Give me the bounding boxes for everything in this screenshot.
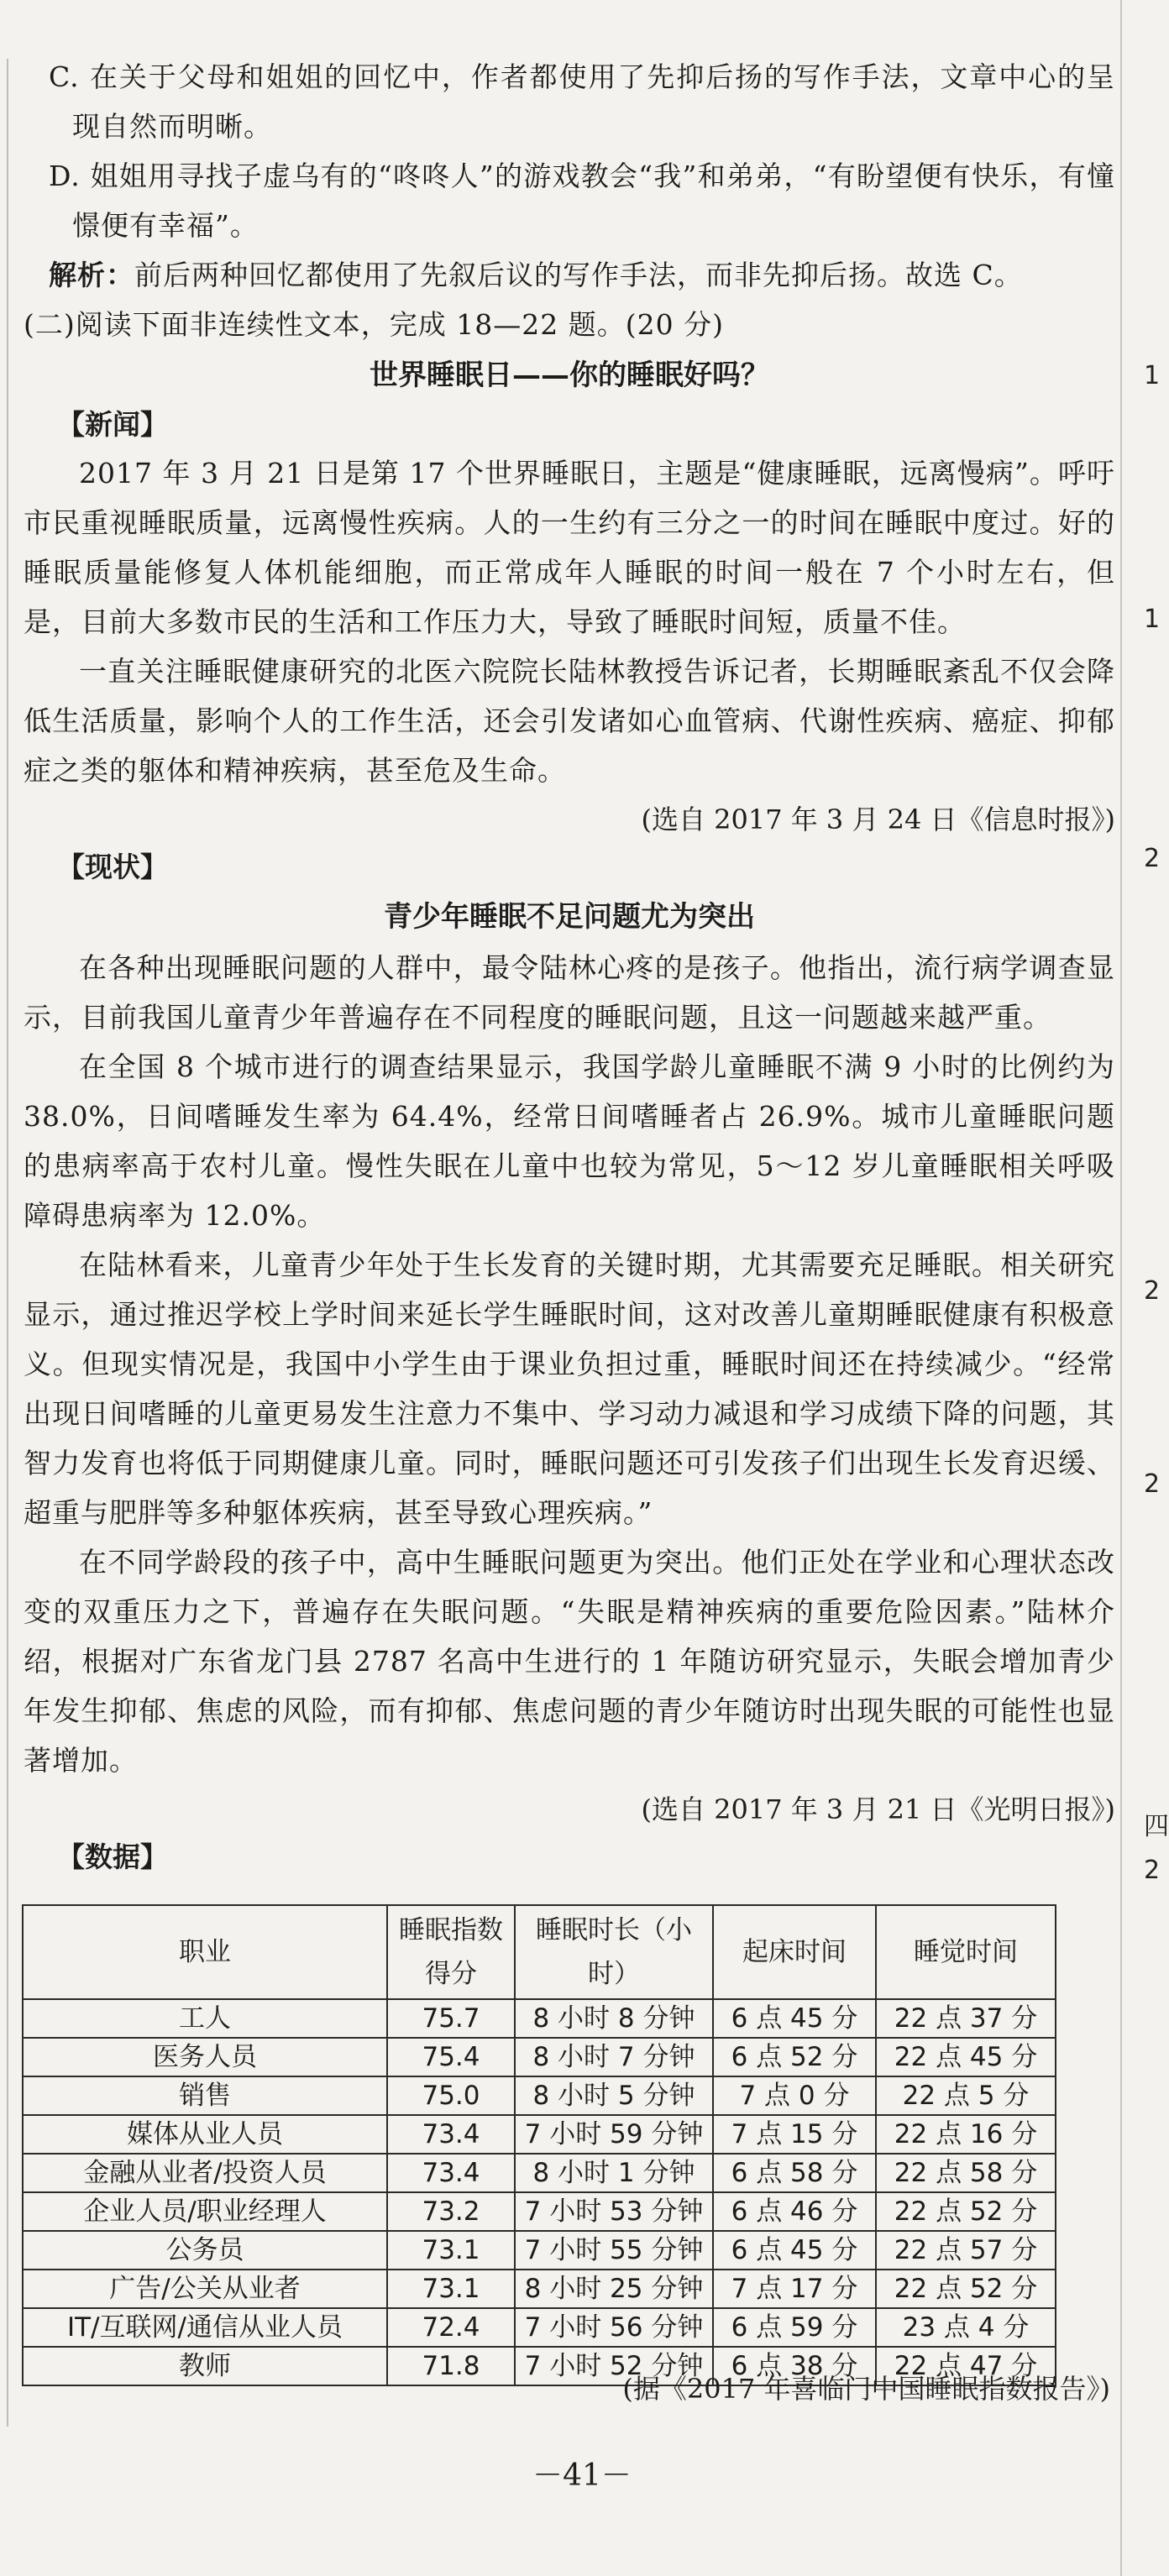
table-row — [23, 2308, 1056, 2347]
article-title: 世界睡眠日——你的睡眠好吗？ — [370, 359, 769, 392]
table-cell: 8 小时 25 分钟 — [515, 2270, 713, 2308]
status-paragraph-4: 在不同学龄段的孩子中，高中生睡眠问题更为突出。他们正处在学业和心理状态改变的双重压力之下，普遍存在失眠问题。“失眠是精神疾病的重要危险因素。”陆林介绍，根据对广东省龙门县 2787 名高中生进行的 1 年随访研究显示，失眠会增加青少年发生抑郁、焦虑的风险，而有抑郁、焦虑问题的青少年随访时出现失眠的可能性也显著增加。 — [24, 1546, 1115, 1777]
table-cell: 8 小时 5 分钟 — [515, 2076, 713, 2115]
table-row — [23, 2231, 1056, 2270]
table-cell: 73.1 — [387, 2231, 515, 2270]
table-cell: 22 点 37 分 — [876, 1999, 1056, 2038]
table-cell: 22 点 58 分 — [876, 2154, 1056, 2192]
table-header-row — [23, 1905, 1056, 1999]
table-cell: 销售 — [23, 2076, 387, 2115]
table-cell: 22 点 52 分 — [876, 2270, 1056, 2308]
column-header: 睡眠指数得分 — [387, 1905, 515, 1999]
table-cell: 73.1 — [387, 2270, 515, 2308]
column-header: 睡眠时长（小时） — [515, 1905, 713, 1999]
table-cell: 公务员 — [23, 2231, 387, 2270]
table-row — [23, 2270, 1056, 2308]
news-source: (选自 2017 年 3 月 24 日《信息时报》) — [641, 804, 1115, 835]
table-cell: 22 点 47 分 — [876, 2347, 1056, 2385]
table-cell: 23 点 4 分 — [876, 2308, 1056, 2347]
table-cell: 7 点 17 分 — [713, 2270, 876, 2308]
margin-mark: 四 — [1144, 1812, 1169, 1841]
table-cell: 71.8 — [387, 2347, 515, 2385]
table-cell: 广告/公关从业者 — [23, 2270, 387, 2308]
section-heading: (二)阅读下面非连续性文本，完成 18—22 题。(20 分) — [24, 308, 724, 341]
news-paragraph-2: 一直关注睡眠健康研究的北医六院院长陆林教授告诉记者，长期睡眠紊乱不仅会降低生活质量，影响个人的工作生活，还会引发诸如心血管病、代谢性疾病、癌症、抑郁症之类的躯体和精神疾病，甚至危及生命。 — [24, 655, 1115, 787]
margin-mark: 2 — [1144, 844, 1161, 873]
option-d: D. 姐姐用寻找子虚乌有的“咚咚人”的游戏教会“我”和弟弟，“有盼望便有快乐，有憧憬便有幸福”。 — [49, 160, 1115, 242]
status-source: (选自 2017 年 3 月 21 日《光明日报》) — [641, 1793, 1115, 1825]
margin-mark: 2 — [1144, 1856, 1161, 1885]
margin-mark: 1 — [1144, 605, 1161, 634]
table-cell: 22 点 45 分 — [876, 2038, 1056, 2076]
table-cell: 75.7 — [387, 1999, 515, 2038]
table-row — [23, 2192, 1056, 2231]
table-row — [23, 2115, 1056, 2154]
table-cell: 22 点 57 分 — [876, 2231, 1056, 2270]
status-paragraph-3: 在陆林看来，儿童青少年处于生长发育的关键时期，尤其需要充足睡眠。相关研究显示，通过推迟学校上学时间来延长学生睡眠时间，这对改善儿童期睡眠健康有积极意义。但现实情况是，我国中小学生由于课业负担过重，睡眠时间还在持续减少。“经常出现日间嗜睡的儿童更易发生注意力不集中、学习动力减退和学习成绩下降的问题，其智力发育也将低于同期健康儿童。同时，睡眠问题还可引发孩子们出现生长发育迟缓、超重与肥胖等多种躯体疾病，甚至导致心理疾病。” — [24, 1249, 1115, 1529]
table-cell: 7 小时 59 分钟 — [515, 2115, 713, 2154]
analysis — [24, 250, 1115, 300]
table-cell: 7 点 0 分 — [713, 2076, 876, 2115]
table-cell: 6 点 58 分 — [713, 2154, 876, 2192]
margin-mark: 2 — [1144, 1276, 1161, 1306]
status-title: 青少年睡眠不足问题尤为突出 — [384, 900, 755, 934]
table-cell: 医务人员 — [23, 2038, 387, 2076]
table-row — [23, 2076, 1056, 2115]
option-c: C. 在关于父母和姐姐的回忆中，作者都使用了先抑后扬的写作手法，文章中心的呈现自然而明晰。 — [49, 60, 1115, 143]
main-content — [24, 52, 1115, 1881]
table-row — [23, 2154, 1056, 2192]
table-source: (据《2017 年喜临门中国睡眠指数报告》) — [622, 2373, 1110, 2405]
column-header: 职业 — [23, 1905, 387, 1999]
table-cell: 75.0 — [387, 2076, 515, 2115]
margin-mark: 2 — [1144, 1469, 1161, 1499]
table-cell: 6 点 38 分 — [713, 2347, 876, 2385]
table-cell: 75.4 — [387, 2038, 515, 2076]
news-paragraph-1: 2017 年 3 月 21 日是第 17 个世界睡眠日，主题是“健康睡眠，远离慢病”。呼吁市民重视睡眠质量，远离慢性疾病。人的一生约有三分之一的时间在睡眠中度过。好的睡眠质量能修复人体机能细胞，而正常成年人睡眠的时间一般在 7 个小时左右，但是，目前大多数市民的生活和工作压力大，导致了睡眠时间短，质量不佳。 — [24, 457, 1115, 638]
table-cell: 73.4 — [387, 2115, 515, 2154]
table-cell: 72.4 — [387, 2308, 515, 2347]
table-cell: 6 点 52 分 — [713, 2038, 876, 2076]
table-cell: 8 小时 1 分钟 — [515, 2154, 713, 2192]
status-paragraph-1: 在各种出现睡眠问题的人群中，最令陆林心疼的是孩子。他指出，流行病学调查显示，目前我国儿童青少年普遍存在不同程度的睡眠问题，且这一问题越来越严重。 — [24, 951, 1115, 1034]
data-label: 【数据】 — [57, 1840, 168, 1873]
table-cell: IT/互联网/通信从业人员 — [23, 2308, 387, 2347]
table-row — [23, 1999, 1056, 2038]
table-cell: 教师 — [23, 2347, 387, 2385]
table-cell: 73.4 — [387, 2154, 515, 2192]
table-cell: 7 小时 56 分钟 — [515, 2308, 713, 2347]
news-label: 【新闻】 — [57, 408, 168, 441]
column-header: 睡觉时间 — [876, 1905, 1056, 1999]
column-header: 起床时间 — [713, 1905, 876, 1999]
table-cell: 7 小时 53 分钟 — [515, 2192, 713, 2231]
right-border-line — [1120, 0, 1122, 2576]
table-cell: 工人 — [23, 1999, 387, 2038]
table-cell: 7 小时 52 分钟 — [515, 2347, 713, 2385]
sleep-data-table — [22, 1904, 1056, 2386]
left-border-line — [7, 59, 8, 2427]
table-cell: 6 点 59 分 — [713, 2308, 876, 2347]
page-number: －41－ — [532, 2458, 632, 2493]
table-cell: 22 点 16 分 — [876, 2115, 1056, 2154]
table-cell: 8 小时 8 分钟 — [515, 1999, 713, 2038]
table-cell: 7 小时 55 分钟 — [515, 2231, 713, 2270]
table-row — [23, 2038, 1056, 2076]
table-cell: 22 点 5 分 — [876, 2076, 1056, 2115]
table-cell: 22 点 52 分 — [876, 2192, 1056, 2231]
analysis-text: 前后两种回忆都使用了先叙后议的写作手法，而非先抑后扬。故选 C。 — [134, 259, 1023, 291]
table-cell: 6 点 46 分 — [713, 2192, 876, 2231]
table-cell: 8 小时 7 分钟 — [515, 2038, 713, 2076]
table-cell: 73.2 — [387, 2192, 515, 2231]
status-paragraph-2: 在全国 8 个城市进行的调查结果显示，我国学龄儿童睡眠不满 9 小时的比例约为 38.0%，日间嗜睡发生率为 64.4%，经常日间嗜睡者占 26.9%。城市儿童睡眠问题的患病率高于农村儿童。慢性失眠在儿童中也较为常见，5～12 岁儿童睡眠相关呼吸障碍患病率为 12.0%。 — [24, 1050, 1115, 1232]
table-cell: 6 点 45 分 — [713, 2231, 876, 2270]
table-cell: 媒体从业人员 — [23, 2115, 387, 2154]
table-cell: 企业人员/职业经理人 — [23, 2192, 387, 2231]
table-cell: 6 点 45 分 — [713, 1999, 876, 2038]
status-label: 【现状】 — [57, 851, 168, 883]
analysis-label: 解析： — [49, 259, 134, 291]
table-cell: 7 点 15 分 — [713, 2115, 876, 2154]
margin-mark: 1 — [1144, 361, 1161, 390]
table-cell: 金融从业者/投资人员 — [23, 2154, 387, 2192]
